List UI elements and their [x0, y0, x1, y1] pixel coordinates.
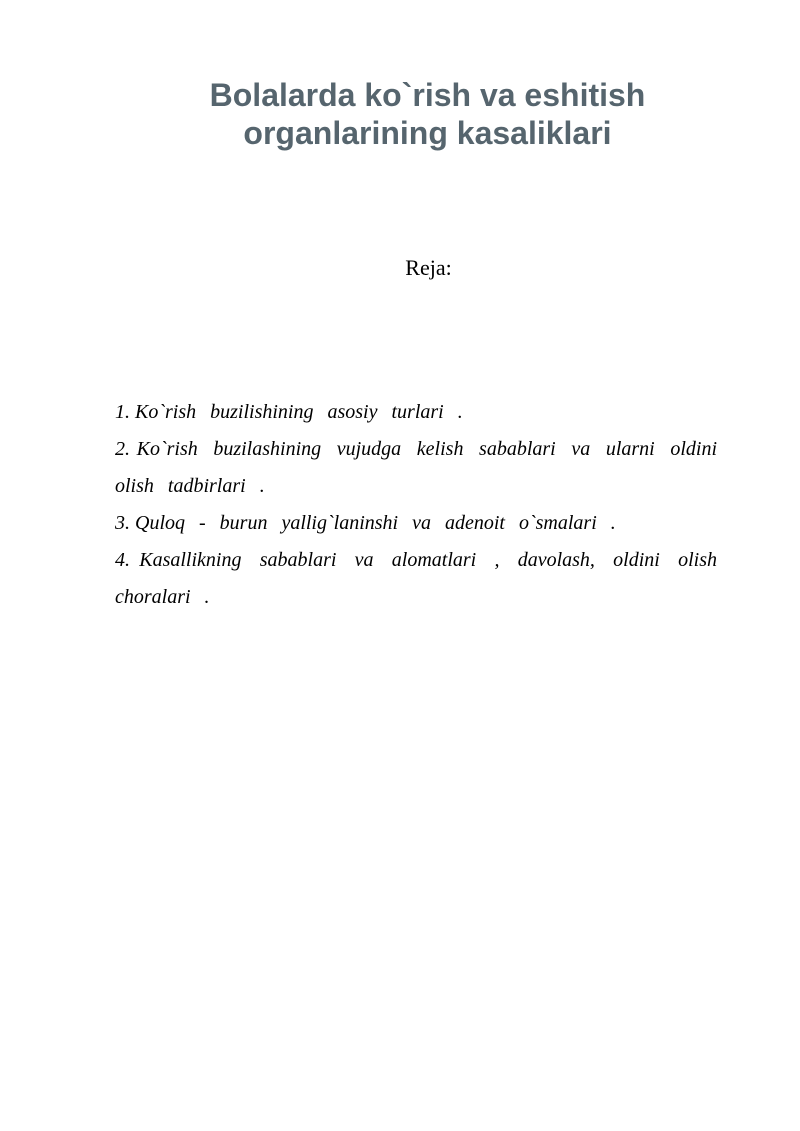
plan-item-number: 2. [115, 438, 130, 460]
plan-item [115, 505, 717, 542]
document-title-line-1: Bolalarda ko`rish va eshitish [209, 77, 646, 113]
plan-list [115, 394, 717, 616]
plan-item-text: Ko`rish buzilishining asosiy turlari . [135, 401, 463, 423]
plan-item [115, 431, 717, 505]
plan-item-text: Kasallikning sabablari va alomatlari , davolash, oldini olish choralari . [115, 549, 717, 608]
plan-heading: Reja: [405, 255, 452, 280]
plan-item [115, 394, 717, 431]
plan-item-number: 1. [115, 401, 130, 423]
plan-item-text: Ko`rish buzilashining vujudga kelish sabablari va ularni oldini olish tadbirlari . [115, 438, 717, 497]
plan-item-number: 4. [115, 549, 130, 571]
plan-item-text: Quloq - burun yallig`laninshi va adenoit o`smalari . [135, 512, 616, 534]
document-title-line-2: organlarining kasaliklari [243, 115, 612, 151]
document-title [175, 76, 680, 152]
plan-item-number: 3. [115, 512, 130, 534]
plan-item [115, 542, 717, 616]
